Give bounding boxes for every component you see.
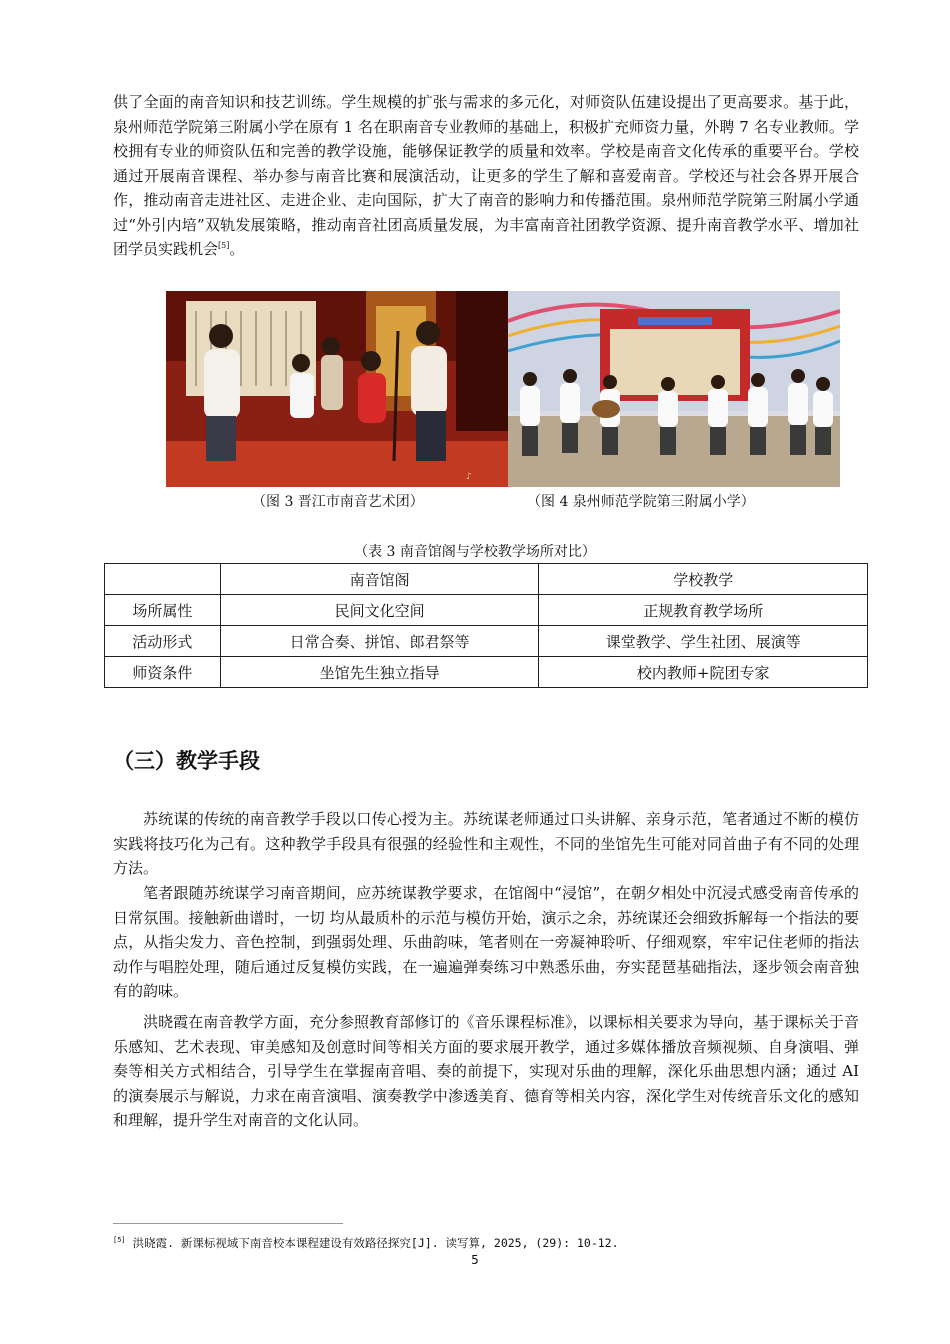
table-row <box>105 657 868 688</box>
table-cell: 日常合奏、拼馆、郎君祭等 <box>220 626 539 657</box>
svg-text:♪: ♪ <box>466 472 472 482</box>
table-cell: 坐馆先生独立指导 <box>220 657 539 688</box>
table-header-cell: 南音馆阁 <box>220 564 539 595</box>
figure-4-photo <box>508 291 840 487</box>
page-number: 5 <box>471 1253 479 1267</box>
section-paragraph-3: 洪晓霞在南音教学方面，充分参照教育部修订的《音乐课程标准》，以课标相关要求为导向，基于课标关于音乐感知、艺术表现、审美感知及创意时间等相关方面的要求展开教学，通过多媒体播放音频视频、自身演唱、弹奏等相关方式相结合，引导学生在掌握南音唱、奏的前提下，实现对乐曲的理解，深化乐曲思想内涵；通过 AI 的演奏展示与解说，力求在南音演唱、演奏教学中渗透美育、德育等相关内容，深化学生对传统音乐文化的感知和理解，提升学生对南音的文化认同。 <box>113 1013 859 1129</box>
paragraph-top <box>113 90 859 262</box>
footnote-mark: [5] <box>113 1236 126 1245</box>
section-paragraph-2: 笔者跟随苏统谋学习南音期间，应苏统谋教学要求，在馆阁中“浸馆”，在朝夕相处中沉浸式感受南音传承的日常氛围。接触新曲谱时，一切 均从最质朴的示范与模仿开始，演示之余，苏统谋还会细致拆解每一个指法的要点，从指尖发力、音色控制，到强弱处理、乐曲韵味，笔者则在一旁凝神聆听、仔细观察，牢牢记住老师的指法动作与唱腔处理，随后通过反复模仿实践，在一遍遍弹奏练习中熟悉乐曲，夯实琵琶基础指法，逐步领会南音独有的韵味。 <box>113 884 859 1000</box>
table-cell: 民间文化空间 <box>220 595 539 626</box>
table-cell: 正规教育教学场所 <box>539 595 868 626</box>
figure-3-photo <box>166 291 508 487</box>
table-row-label: 师资条件 <box>105 657 221 688</box>
table-header-cell <box>105 564 221 595</box>
section-paragraph-1: 苏统谋的传统的南音教学手段以口传心授为主。苏统谋老师通过口头讲解、亲身示范，笔者通过不断的模仿实践将技巧化为己有。这种教学手段具有很强的经验性和主观性，不同的坐馆先生可能对同首曲子有不同的处理方法。 <box>113 810 859 877</box>
table-title: （表 3 南音馆阁与学校教学场所对比） <box>354 544 596 560</box>
table-row-label: 场所属性 <box>105 595 221 626</box>
footnote-divider <box>113 1223 343 1224</box>
table-cell: 校内教师+院团专家 <box>539 657 868 688</box>
paragraph-top-tail: 。 <box>229 240 245 258</box>
footnote-text: 洪晓霞. 新课标视域下南音校本课程建设有效路径探究[J]. 读写算, 2025, (29): 10-12. <box>125 1236 619 1250</box>
table-header-row <box>105 564 868 595</box>
table-row <box>105 595 868 626</box>
citation-ref: [5] <box>218 241 230 250</box>
table-row-label: 活动形式 <box>105 626 221 657</box>
paragraph-top-text: 供了全面的南音知识和技艺训练。学生规模的扩张与需求的多元化，对师资队伍建设提出了更高要求。基于此，泉州师范学院第三附属小学在原有 1 名在职南音专业教师的基础上，积极扩充师资力量，外聘 7 名专业教师。学校拥有专业的师资队伍和完善的教学设施，能够保证教学的质量和效率。学校是南音文化传承的重要平台。学校通过开展南音课程、举办参与南音比赛和展演活动，让更多的学生了解和喜爱南音。学校还与社会各界开展合作，推动南音走进社区、走进企业、走向国际，扩大了南音的影响力和传播范围。泉州师范学院第三附属小学通过“外引内培”双轨发展策略，推动南音社团高质量发展，为丰富南音社团教学资源、提升南音教学水平、增加社团学员实践机会 <box>113 93 859 258</box>
table-header-cell: 学校教学 <box>539 564 868 595</box>
section-heading: （三）教学手段 <box>113 749 260 773</box>
comparison-table <box>104 563 868 688</box>
table-row <box>105 626 868 657</box>
figure-3-caption: （图 3 晋江市南音艺术团） <box>252 494 424 510</box>
footnote <box>113 1234 619 1252</box>
figure-4-caption: （图 4 泉州师范学院第三附属小学） <box>527 494 755 510</box>
table-cell: 课堂教学、学生社团、展演等 <box>539 626 868 657</box>
